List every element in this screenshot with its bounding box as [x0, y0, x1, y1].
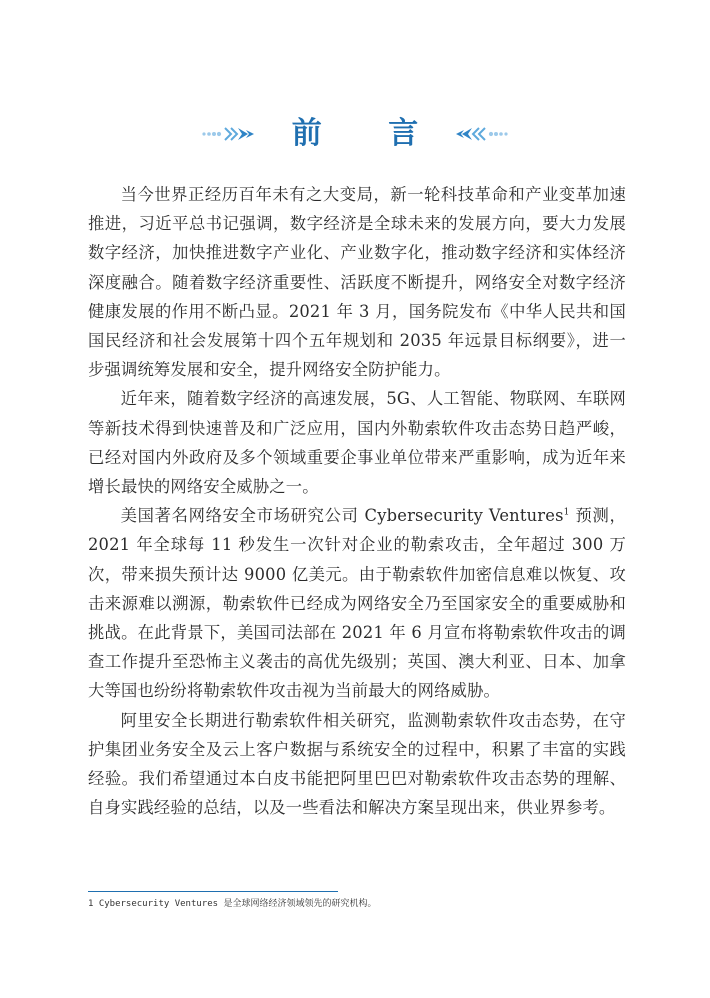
- paragraph-4: 阿里安全长期进行勒索软件相关研究，监测勒索软件攻击态势，在守护集团业务安全及云上客户数据与系统安全的过程中，积累了丰富的实践经验。我们希望通过本白皮书能把阿里巴巴对勒索软件攻击态势的理解、自身实践经验的总结，以及一些看法和解决方案呈现出来，供业界参考。: [88, 710, 626, 818]
- title-row: [0, 112, 710, 156]
- paragraph-2: 近年来，随着数字经济的高速发展，5G、人工智能、物联网、车联网等新技术得到快速普及和广泛应用，国内外勒索软件攻击态势日趋严峻，已经对国内外政府及多个领域重要企事业单位带来严重影响，成为近年来增长最快的网络安全威胁之一。: [88, 389, 626, 497]
- paragraph-3-part-1: 美国著名网络安全市场研究公司 Cybersecurity Ventures: [120, 506, 564, 526]
- preface-body: [88, 180, 626, 822]
- page-title: 前 言: [291, 116, 447, 151]
- footnote-reference[interactable]: 1: [563, 507, 570, 518]
- paragraph-3: [88, 501, 626, 705]
- paragraph-1: 当今世界正经历百年未有之大变局，新一轮科技革命和产业变革加速推进，习近平总书记强调，数字经济是全球未来的发展方向，要大力发展数字经济，加快推进数字产业化、产业数字化，推动数字经济和实体经济深度融合。随着数字经济重要性、活跃度不断提升，网络安全对数字经济健康发展的作用不断凸显。2021 年 3 月，国务院发布《中华人民共和国国民经济和社会发展第十四个五年规划和 2035 年远景目标纲要》，进一步强调统筹发展和安全，提升网络安全防护能力。: [88, 185, 626, 380]
- footnote: 1 Cybersecurity Ventures 是全球网络经济领域领先的研究机构。: [88, 899, 377, 909]
- arrow-dots-ornament-right-icon: [452, 124, 510, 144]
- paragraph-3-part-2: 预测，2021 年全球每 11 秒发生一次针对企业的勒索攻击，全年超过 300 万次，带来损失预计达 9000 亿美元。由于勒索软件加密信息难以恢复、攻击来源难以溯源，勒索软件已经成为网络安全乃至国家安全的重要威胁和挑战。在此背景下，美国司法部在 2021 年 6 月宣布将勒索软件攻击的调查工作提升至恐怖主义袭击的高优先级别；英国、澳大利亚、日本、加拿大等国也纷纷将勒索软件攻击视为当前最大的网络威胁。: [88, 506, 626, 701]
- footnote-divider: [88, 891, 338, 892]
- arrow-dots-ornament-left-icon: [200, 124, 258, 144]
